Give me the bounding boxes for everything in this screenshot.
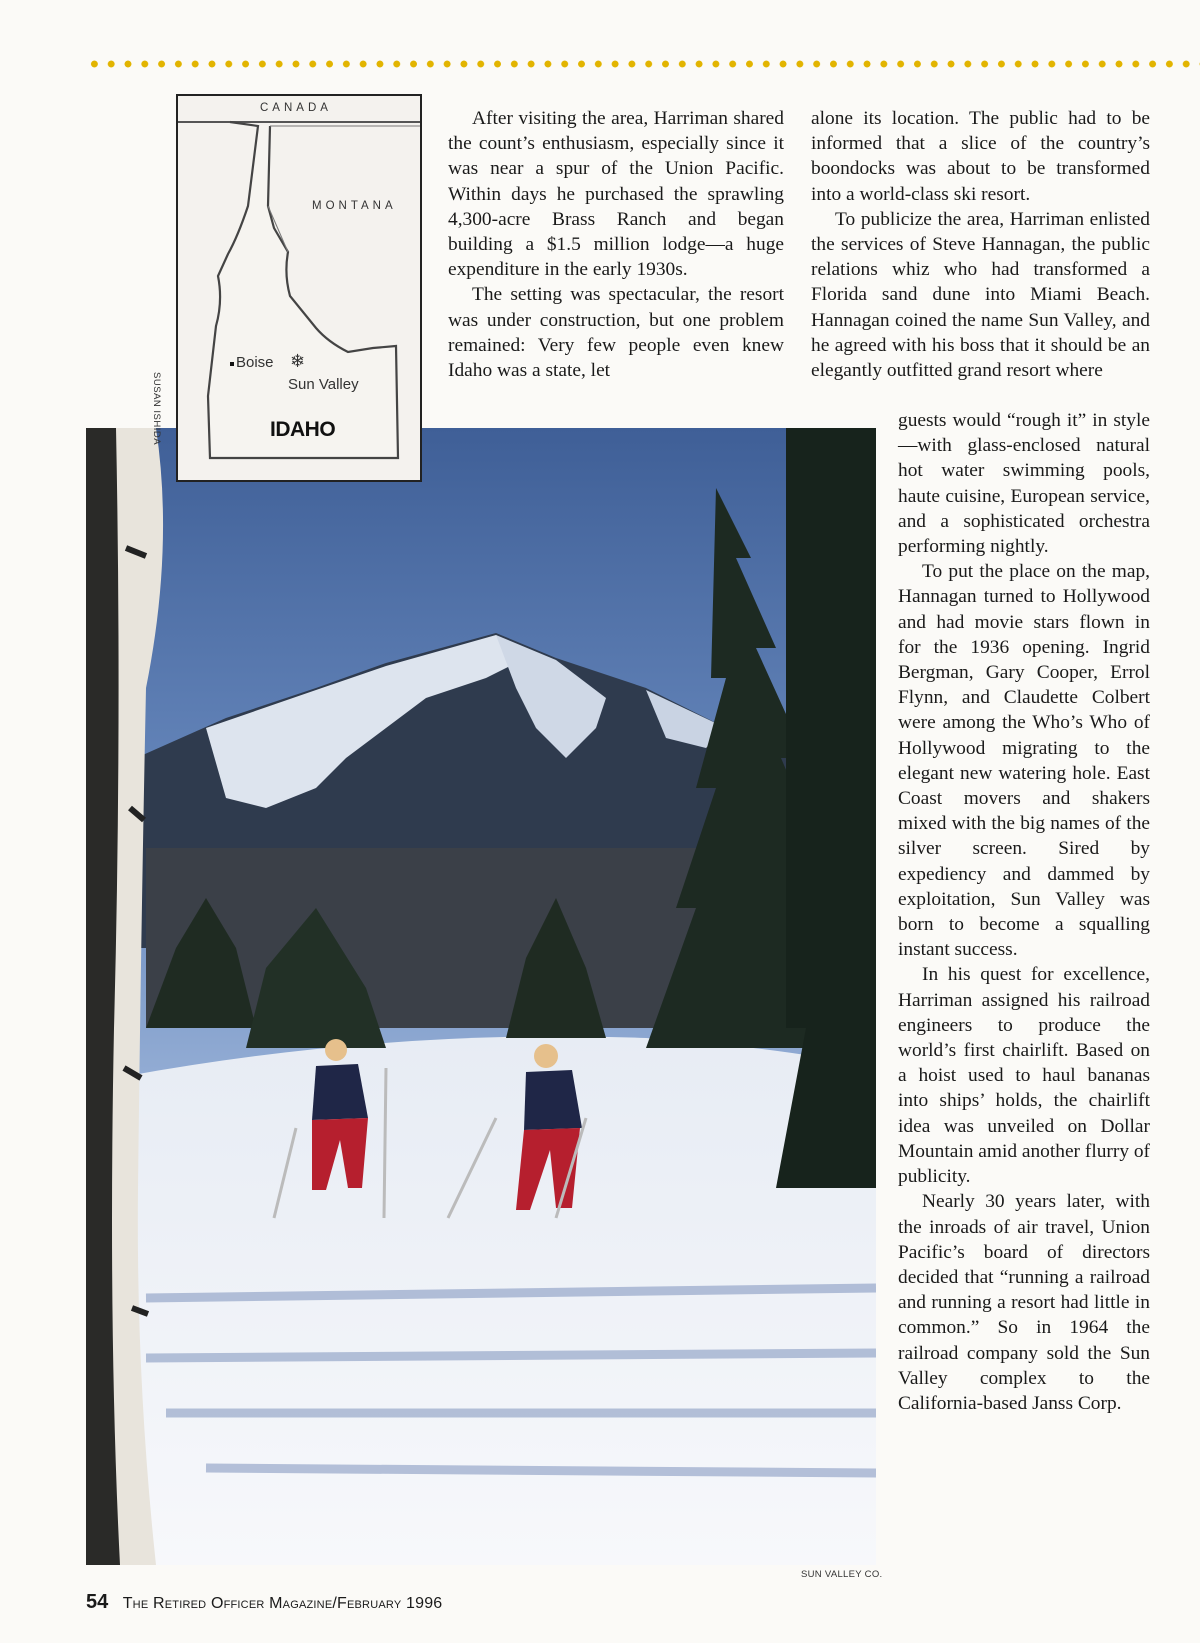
paragraph: To put the place on the map, Hannagan turned to Hollywood and had movie stars flown in for the 1936 opening. Ingrid Bergman, Gary Cooper, Errol Flynn, and Claudette Colbert were among the Who’s Who of Hollywood migrating to the elegant new watering hole. East Coast movers and shakers mixed with the big names of the silver screen. Sired by expediency and dammed by exploitation, Sun Valley was born to become a squalling instant success. bbox=[898, 561, 1150, 961]
paragraph: In his quest for excellence, Harriman assigned his railroad engineers to produce the world’s first chairlift. Based on a hoist used to haul bananas into ships’ holds, the chairlift idea was unveiled on Dollar Mountain amid another flurry of publicity. bbox=[898, 964, 1151, 1188]
idaho-map bbox=[176, 94, 422, 482]
article-column-1 bbox=[448, 106, 784, 383]
article-column-3 bbox=[898, 408, 1150, 1416]
paragraph: To publicize the area, Harriman enlisted the services of Steve Hannagan, the public relations whiz who had transformed a Florida sand dune into Miami Beach. Hannagan coined the name Sun Valley, and he agreed with his boss that it should be an elegantly outfitted grand resort where bbox=[811, 208, 1150, 382]
publication-line: The Retired Officer Magazine/February 1996 bbox=[122, 1595, 443, 1612]
paragraph: The setting was spectacular, the resort was under construction, but one problem remained: Very few people even knew Idaho was a state, let bbox=[448, 284, 784, 382]
photo-credit: SUN VALLEY CO. bbox=[801, 1569, 883, 1580]
page-number: 54 bbox=[86, 1591, 109, 1613]
map-label-idaho: IDAHO bbox=[270, 418, 336, 441]
map-credit: SUSAN ISHIDA bbox=[151, 372, 162, 446]
map-label-canada: CANADA bbox=[260, 102, 332, 114]
ski-photo bbox=[86, 428, 876, 1565]
paragraph: alone its location. The public had to be informed that a slice of the country’s boondocks was about to be transformed into a world-class ski resort. bbox=[811, 108, 1150, 205]
snowflake-icon: ❄ bbox=[290, 351, 306, 371]
map-label-montana: MONTANA bbox=[312, 200, 397, 212]
paragraph: After visiting the area, Harriman shared the count’s enthusiasm, especially since it was near a spur of the Union Pacific. Within days he purchased the sprawling 4,300-acre Brass Ranch and began building a $1.5 million lodge—a huge expenditure in the early 1930s. bbox=[448, 108, 784, 281]
paragraph: guests would “rough it” in style—with glass-enclosed natural hot water swimming pools, haute cuisine, European service, and a sophisticated orchestra performing nightly. bbox=[898, 410, 1150, 558]
article-column-2 bbox=[811, 106, 1150, 383]
map-label-sun-valley: Sun Valley bbox=[288, 376, 359, 393]
dotted-rule bbox=[86, 58, 1200, 70]
map-label-boise: Boise bbox=[236, 354, 274, 371]
paragraph: Nearly 30 years later, with the inroads of air travel, Union Pacific’s board of directors decided that “running a railroad and running a resort had little in common.” So in 1964 the railroad company sold the Sun Valley complex to the California-based Janss Corp. bbox=[898, 1191, 1150, 1414]
boise-marker bbox=[230, 362, 234, 366]
page-footer bbox=[86, 1591, 442, 1614]
